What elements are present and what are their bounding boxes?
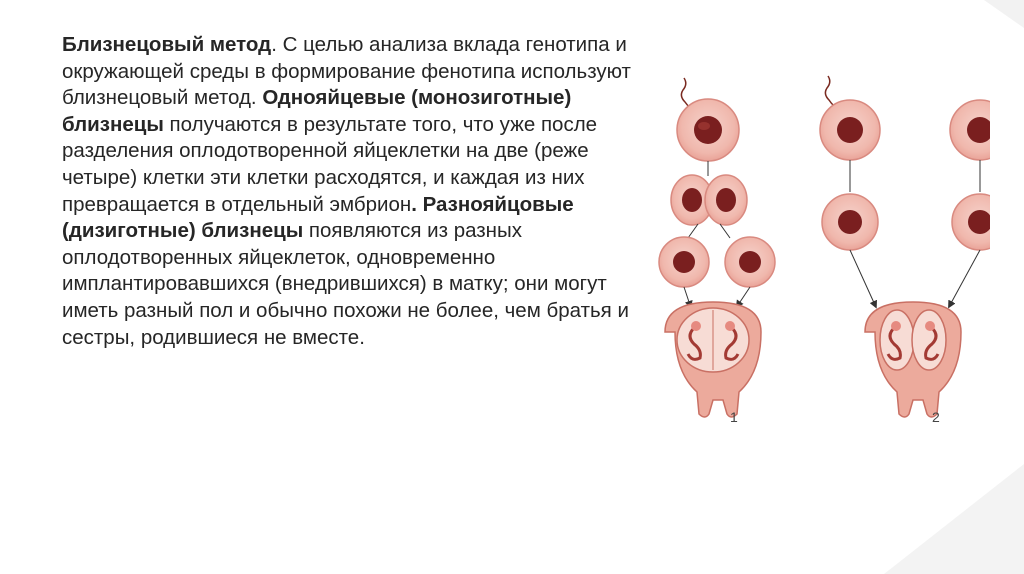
- zygote-cell: [677, 99, 739, 161]
- figure-label-2: 2: [932, 409, 940, 425]
- term-monozygotic: Однояйцевые (монозиготные) близнецы: [62, 86, 572, 136]
- twins-illustration: [650, 70, 990, 440]
- uterus-monozygotic: [665, 302, 761, 417]
- paragraph: [62, 32, 662, 351]
- corner-decoration-top: [954, 0, 1024, 30]
- embryo-cell-right: [952, 194, 990, 250]
- text-segment: появляются из разных оплодотворенных яйцеклеток, одновременно имплантировавшихся (внедрившихся) в матку; они могут иметь разный пол и обычно похожи не более, чем братья и сестры, родившиеся не вместе.: [62, 219, 629, 349]
- separated-cell-right: [725, 237, 775, 287]
- separated-cell-left: [659, 237, 709, 287]
- zygote-cell-left: [820, 100, 880, 160]
- embryo-cell-left: [822, 194, 878, 250]
- term-twin-method: Близнецовый метод: [62, 33, 272, 56]
- text-segment: . С целью анализа вклада генотипа и окружающей среды в формирование фенотипа используют близнецовый метод.: [62, 33, 631, 110]
- zygote-cell-right: [950, 100, 990, 160]
- term-dizygotic: . Разнояйцовые (дизиготные) близнецы: [62, 192, 574, 243]
- uterus-dizygotic: [865, 302, 961, 417]
- corner-decoration-bottom: [874, 464, 1024, 574]
- text-segment: получаются в результате того, что уже после разделения оплодотворенной яйцеклетки на две (реже четыре) клетки эти клетки расходятся, и каждая из них превращается в отдельный эмбрион: [62, 112, 598, 216]
- two-cell-stage: [671, 175, 747, 225]
- body-text: [62, 32, 662, 351]
- figure-label-1: 1: [730, 409, 738, 425]
